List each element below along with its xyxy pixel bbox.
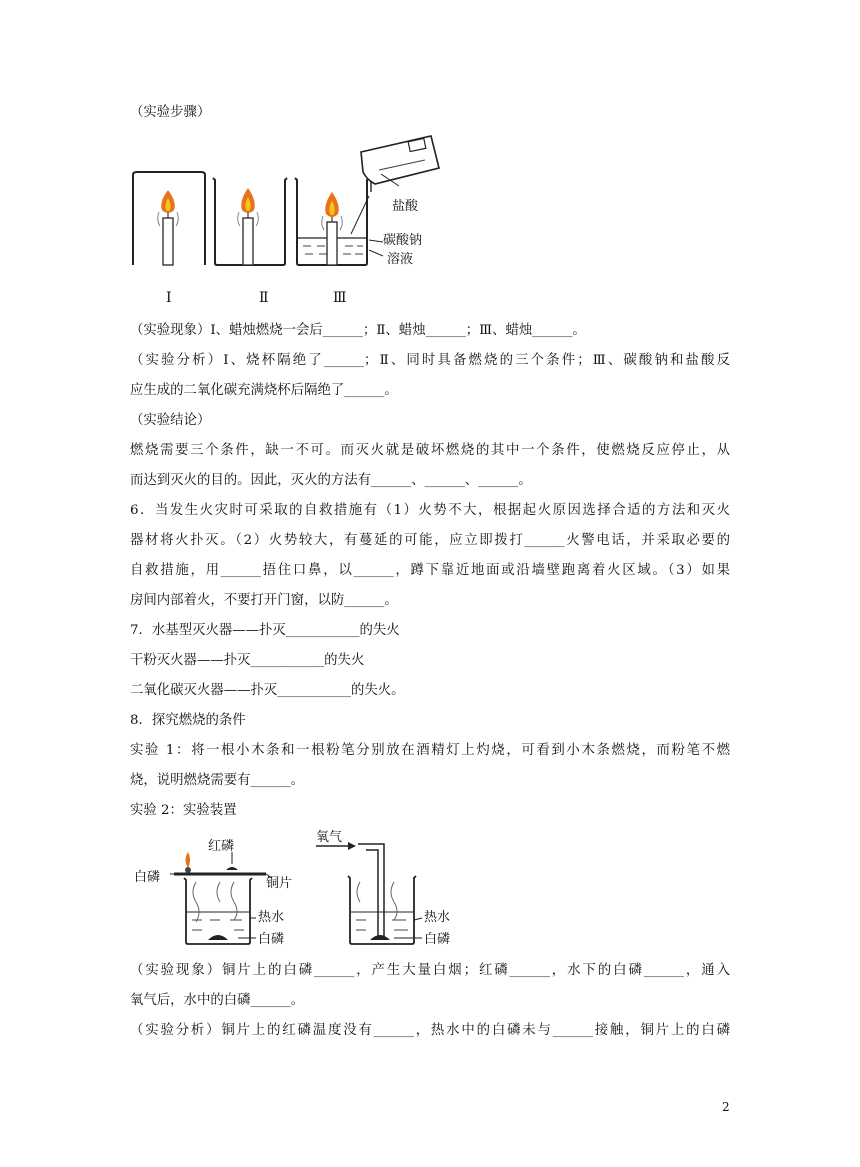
experiment-2-heading: 实验 2：实验装置 <box>130 803 237 818</box>
figure-label-2: Ⅱ <box>259 290 269 306</box>
copper-sheet-label: 铜片 <box>266 876 293 891</box>
analysis-2-line-1: （实验分析）铜片上的红磷温度没有______，热水中的白磷未与______接触，铜片上的白磷 <box>130 1023 730 1038</box>
q6-line-4: 房间内部着火，不要打开门窗，以防______。 <box>130 593 398 608</box>
conclusion-heading: （实验结论） <box>130 413 211 428</box>
oxygen-setup <box>316 842 422 944</box>
copper-sheet-setup <box>170 852 272 944</box>
phenomenon-1: （实验现象）Ⅰ、蜡烛燃烧一会后______；Ⅱ、蜡烛______；Ⅲ、蜡烛______。 <box>130 323 586 338</box>
q7-line-2: 干粉灭火器——扑灭___________的失火 <box>130 653 365 668</box>
steps-heading: （实验步骤） <box>130 105 211 120</box>
white-phosphorus-bottom-label: 白磷 <box>258 932 285 947</box>
analysis-1-line-2: 应生成的二氧化碳充满烧杯后隔绝了______。 <box>130 383 398 398</box>
figure-label-3: Ⅲ <box>333 290 347 306</box>
experiment-1-line-1: 实验 1：将一根小木条和一根粉笔分别放在酒精灯上灼烧，可看到小木条燃烧，而粉笔不燃 <box>130 743 730 758</box>
analysis-1-line-1: （实验分析）Ⅰ、烧杯隔绝了______；Ⅱ、同时具备燃烧的三个条件；Ⅲ、碳酸钠和盐酸反 <box>130 353 730 368</box>
phenomenon-2-line-1: （实验现象）铜片上的白磷______，产生大量白烟；红磷______，水下的白磷______，通入 <box>130 963 730 978</box>
phosphorus-experiment-figure <box>130 822 470 952</box>
hydrochloric-acid-label: 盐酸 <box>392 199 419 214</box>
white-phosphorus-2-label: 白磷 <box>424 932 451 947</box>
solution-label: 溶液 <box>387 252 414 267</box>
q6-line-2: 器材将火扑灭。（2）火势较大，有蔓延的可能，应立即拨打______火警电话，并采取必要的 <box>130 533 730 548</box>
q7-line-3: 二氧化碳灭火器——扑灭___________的失火。 <box>130 683 405 698</box>
hot-water-2-label: 热水 <box>424 910 451 925</box>
white-phosphorus-label: 白磷 <box>134 870 161 885</box>
q7-line-1: 7．水基型灭火器——扑灭___________的失火 <box>130 623 400 638</box>
beaker-2 <box>213 178 287 265</box>
q6-line-1: 6．当发生火灾时可采取的自救措施有（1）火势不大，根据起火原因选择合适的方法和灭火 <box>130 503 730 518</box>
sodium-carbonate-label: 碳酸钠 <box>383 233 423 248</box>
q8-heading: 8．探究燃烧的条件 <box>130 713 246 728</box>
conclusion-line-1: 燃烧需要三个条件，缺一不可。而灭火就是破坏燃烧的其中一个条件，使燃烧反应停止，从 <box>130 443 730 458</box>
red-phosphorus-label: 红磷 <box>208 839 235 854</box>
hot-water-label: 热水 <box>258 910 285 925</box>
oxygen-label: 氧气 <box>316 830 343 845</box>
page-number: 2 <box>722 1100 730 1114</box>
conclusion-line-2: 而达到灭火的目的。因此，灭火的方法有______、______、______。 <box>130 473 532 488</box>
beaker-1 <box>133 172 205 265</box>
phenomenon-2-line-2: 氧气后，水中的白磷______。 <box>130 993 305 1008</box>
figure-label-1: Ⅰ <box>166 290 172 306</box>
experiment-1-line-2: 烧，说明燃烧需要有______。 <box>130 773 305 788</box>
q6-line-3: 自救措施，用______捂住口鼻，以______，蹲下靠近地面或沿墙壁跑离着火区域。（3）如果 <box>130 563 730 578</box>
